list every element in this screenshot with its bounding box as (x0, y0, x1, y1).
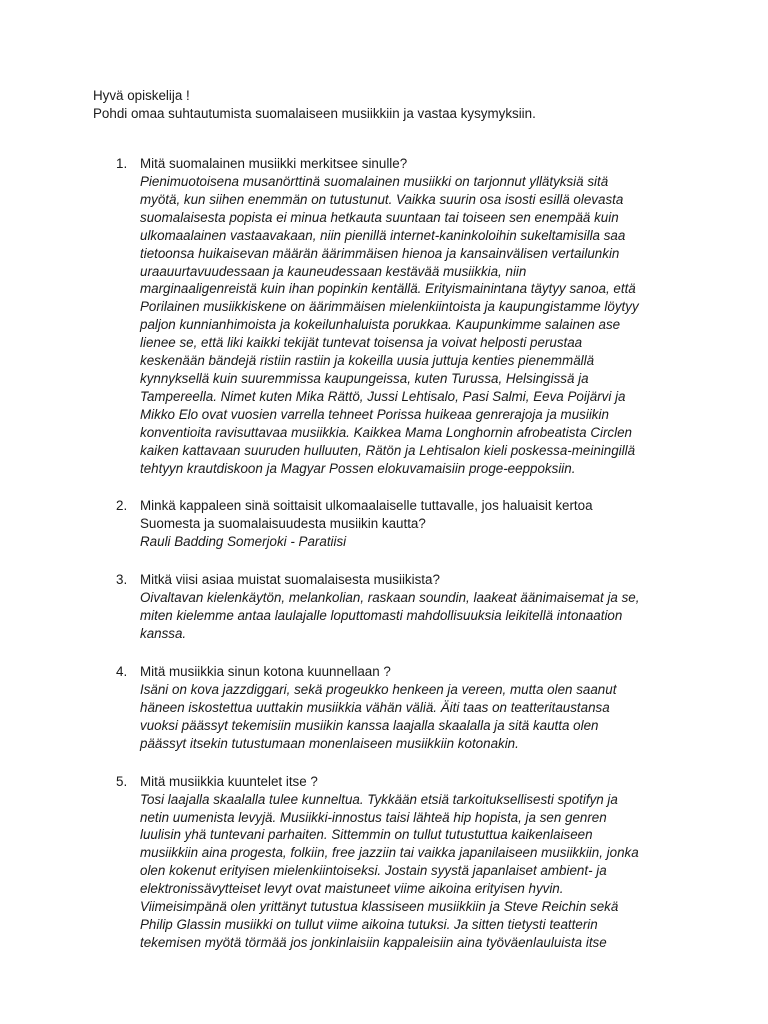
question-line: Mitkä viisi asiaa muistat suomalaisesta musiikista? (140, 572, 440, 588)
answer-line: Viimeisimpänä olen yrittänyt tutustua klassiseen musiikkiin ja Steve Reichin sekä (140, 899, 619, 915)
question-text (140, 663, 680, 681)
intro (93, 87, 733, 123)
question-number: 3. (116, 572, 128, 588)
answer-line: kanssa. (140, 626, 187, 642)
answer-line: paljon kunnianhimoista ja kokeilunhaluista porukkaa. Kaupunkimme salainen ase (140, 317, 621, 333)
question-number: 5. (116, 773, 128, 789)
question-body (140, 571, 680, 643)
answer-line: lienee se, että liki kaikki tekijät tuntevat toisensa ja voivat helposti perustaa (140, 335, 583, 351)
answer-line: Tosi laajalla skaalalla tulee kunneltua. Tykkään etsiä tarkoituksellisesti spotifyn ja (140, 791, 618, 807)
question-item (0, 497, 768, 551)
answer-line: vuoksi päässyt tekemisiin musiikin kanssa laajalla skaalalla ja sitä kautta olen (140, 717, 599, 733)
answer-line: kaiken kattavaan suuruden hulluuten, Rätön ja Lehtisalon kieli poskessa-meiningillä (140, 442, 636, 458)
answer-line: Isäni on kova jazzdiggari, sekä progeukko henkeen ja vereen, mutta olen saanut (140, 682, 617, 698)
answer-text (140, 533, 680, 551)
question-item (0, 155, 768, 477)
answer-line: päässyt itsekin tutustumaan monenlaiseen musiikkiin kotonakin. (140, 735, 519, 751)
question-body (140, 773, 680, 952)
answer-line: suomalaisesta popista ei minua hetkauta suuntaan tai toiseen sen enempää kuin (140, 209, 619, 225)
answer-line: olen kokenut erityisen mielenkiintoiseksi. Jostain syystä japanlaiset ambient- ja (140, 863, 607, 879)
answer-line: luulisin yhä tuntevani parhaiten. Sittemmin on tullut tutustuttua kaikenlaiseen (140, 827, 593, 843)
question-line: Suomesta ja suomalaisuudesta musiikin kautta? (140, 516, 426, 532)
question-text (140, 155, 680, 173)
answer-line: kynnyksellä kuin suuremmissa kaupungeissa, kuten Turussa, Helsingissä ja (140, 370, 589, 386)
answer-line: tehtyyn krautdiskoon ja Magyar Possen elokuvamaisiin proge-eeppoksiin. (140, 460, 576, 476)
answer-line: ulkomaalainen vastaavakaan, niin pienillä internet-kaninkoloihin sukeltamisilla saa (140, 227, 626, 243)
answer-line: miten kielemme antaa laulajalle loputtomasti mahdollisuuksia leikitellä intonaation (140, 608, 623, 624)
answer-line: Tampereella. Nimet kuten Mika Rättö, Jussi Lehtisalo, Pasi Salmi, Eeva Poijärvi ja (140, 388, 626, 404)
question-item (0, 773, 768, 952)
question-body (140, 155, 680, 477)
question-text (140, 773, 680, 791)
answer-line: marginaaligenreistä kuin ihan popinkin kentällä. Erityismainintana täytyy sanoa, että (140, 281, 636, 297)
question-number: 4. (116, 664, 128, 680)
answer-line: Porilainen musiikkiskene on äärimmäisen mielenkiintoista ja kaupungistamme löytyy (140, 299, 639, 315)
question-line: Mitä musiikkia kuuntelet itse ? (140, 773, 318, 789)
answer-text (140, 681, 680, 753)
answer-line: konventioita ravisuttavaa musiikkia. Kaikkea Mama Longhornin afrobeatista Circlen (140, 424, 632, 440)
answer-line: häneen iskostettua uuttakin musiikkia vähän väliä. Äiti taas on teatteritaustansa (140, 699, 610, 715)
answer-line: Oivaltavan kielenkäytön, melankolian, raskaan soundin, laakeat äänimaisemat ja se, (140, 590, 640, 606)
question-number: 2. (116, 498, 128, 514)
answer-text (140, 791, 680, 952)
question-body (140, 663, 680, 753)
answer-line: musiikkiin aina progesta, folkiin, free jazziin tai vaikka japanilaiseen musiikkiin, jonka (140, 845, 639, 861)
answer-line: Rauli Badding Somerjoki - Paratiisi (140, 534, 347, 550)
answer-line: tietoonsa huikaisevan määrän äärimmäisen hienoa ja kansainvälisen vertailunkin (140, 245, 620, 261)
answer-line: tekemisen myötä törmää jos jonkinlaisiin kappaleisiin aina työväenlauluista itse (140, 934, 607, 950)
question-number: 1. (116, 156, 128, 171)
question-body (140, 497, 680, 551)
question-text (140, 497, 680, 533)
answer-line: myötä, kun siihen enemmän on tutustunut. Vaikka suurin osa isosti esillä olevasta (140, 191, 624, 207)
answer-line: elektronissävytteiset levyt ovat maistuneet viime aikoina erityisen hyvin. (140, 881, 564, 897)
instruction: Pohdi omaa suhtautumista suomalaiseen musiikkiin ja vastaa kysymyksiin. (93, 106, 536, 121)
question-text (140, 571, 680, 589)
answer-text (140, 173, 680, 477)
answer-line: Philip Glassin musiikki on tullut viime aikoina tutuksi. Ja sitten tietysti teatterin (140, 917, 598, 932)
greeting: Hyvä opiskelija ! (93, 88, 190, 103)
answer-line: keskenään bändejä ristiin rastiin ja kokeilla uusia juttuja kenties pienemmällä (140, 353, 595, 369)
question-line: Mitä musiikkia sinun kotona kuunnellaan ? (140, 664, 391, 680)
question-line: Minkä kappaleen sinä soittaisit ulkomaalaiselle tuttavalle, jos haluaisit kertoa (140, 498, 593, 514)
answer-line: uraauurtavuudessaan ja kauneudessaan kestävää musiikkia, niin (140, 263, 527, 279)
answer-line: Mikko Elo ovat vuosien varrella tehneet Porissa huikeaa genrerajoja ja musiikin (140, 406, 609, 422)
answer-text (140, 589, 680, 643)
question-item (0, 663, 768, 753)
question-list (0, 155, 768, 972)
answer-line: netin uumenista levyjä. Musiikki-innostus taisi lähteä hip hopista, ja sen genren (140, 809, 607, 825)
question-line: Mitä suomalainen musiikki merkitsee sinulle? (140, 156, 408, 171)
question-item (0, 571, 768, 643)
answer-line: Pienimuotoisena musanörttinä suomalainen musiikki on tarjonnut yllätyksiä sitä (140, 174, 609, 189)
